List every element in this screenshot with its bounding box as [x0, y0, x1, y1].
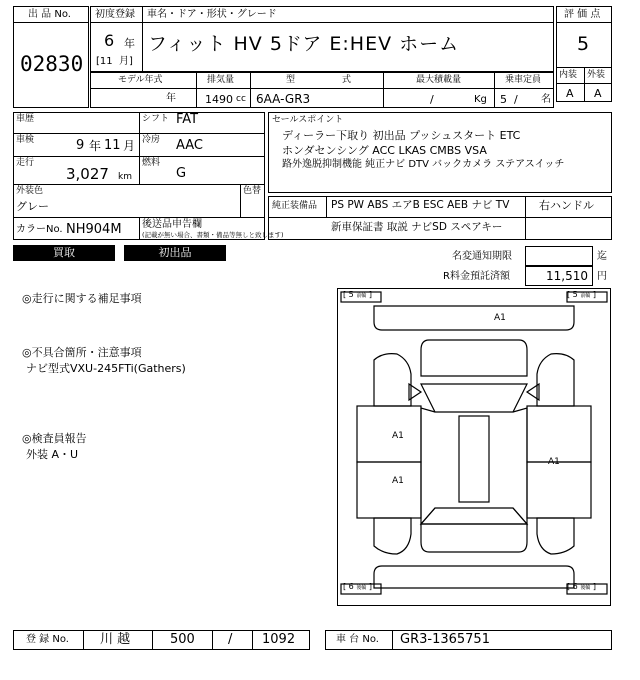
inspection-label: 車検: [16, 135, 35, 145]
capacity: 5: [500, 93, 507, 106]
damage-mark-front-bumper: A1: [494, 313, 506, 323]
ac-value: AAC: [176, 138, 203, 153]
first-registration-label: 初度登録: [95, 9, 135, 20]
chassis-label: 車 台 No.: [336, 634, 379, 645]
recycle-fee-label: R料金預託済額: [443, 271, 510, 282]
car-outline-diagram: [337, 288, 611, 606]
exterior-score: A: [594, 87, 602, 100]
inspection-year: 9: [76, 138, 85, 153]
sales-point-line1: ディーラー下取り 初出品 プッシュスタート ETC: [282, 129, 521, 142]
chassis-number: GR3-1365751: [400, 632, 490, 647]
fuel-value: G: [176, 166, 187, 181]
car-name: フィット HV 5ドア E:HEV ホーム: [148, 33, 460, 55]
exterior-label: 外装: [587, 70, 606, 80]
sales-point-title: セールスポイント: [272, 115, 344, 125]
model-label-a: 型: [286, 75, 296, 85]
fuel-label: 燃料: [142, 158, 161, 168]
exterior-color: グレー: [16, 200, 49, 213]
tire-front-right: [ 5 前輪 ]: [567, 290, 596, 299]
name-change-deadline-label: 名変通知期限: [452, 251, 512, 262]
capacity-unit: 名: [541, 94, 551, 105]
recycle-fee-value: 11,510: [546, 269, 588, 283]
color-no-label: カラーNo.: [16, 224, 63, 235]
first-registration-month: [11 月]: [96, 56, 133, 67]
history-label: 車歴: [16, 114, 35, 124]
first-registration-year-unit: 年: [124, 37, 135, 50]
steering-side: 右ハンドル: [539, 199, 594, 212]
max-load-slash: /: [430, 93, 434, 106]
sales-point-line2: ホンダセンシング ACC LKAS CMBS VSA: [282, 144, 487, 157]
displacement: 1490: [205, 93, 233, 106]
model-year-unit: 年: [166, 93, 176, 104]
displacement-unit: cc: [236, 94, 246, 104]
capacity-slash: /: [514, 93, 518, 106]
max-load-label: 最大積載量: [416, 75, 462, 85]
sales-point-line3: 路外逸脱抑制機能 純正ナビ DTV バックカメラ ステアスイッチ: [282, 159, 565, 170]
equipment-list: PS PW ABS エアB ESC AEB ナビ TV: [331, 199, 510, 211]
color-no: NH904M: [66, 222, 122, 237]
model-year-label: モデル年式: [118, 75, 163, 85]
mileage-label: 走行: [16, 158, 35, 168]
inspector-report-line: 外装 A・U: [26, 448, 79, 461]
defect-notes-title: ◎不具合箇所・注意事項: [22, 346, 142, 359]
max-load-unit: Kg: [474, 94, 487, 105]
overall-score: 5: [577, 33, 590, 55]
registration-number: 1092: [262, 632, 296, 647]
equipment-label: 純正装備品: [272, 201, 318, 211]
warranty-items: 新車保証書 取説 ナビSD スペアキー: [331, 221, 503, 233]
tire-front-left: [ 5 前輪 ]: [343, 290, 372, 299]
inspection-year-unit: 年: [89, 139, 102, 153]
interior-label: 内装: [559, 70, 578, 80]
tire-rear-right: [ 6 後輪 ]: [567, 582, 596, 591]
shift-value: FAT: [176, 112, 199, 127]
tire-rear-left: [ 6 後輪 ]: [343, 582, 372, 591]
recycle-fee-unit: 円: [597, 271, 607, 282]
mileage-value: 3,027: [66, 165, 109, 183]
score-label: 評 価 点: [564, 9, 601, 20]
first-listing-badge: 初出品: [124, 245, 226, 261]
shift-label: シフト: [142, 114, 170, 124]
mileage-notes-title: ◎走行に関する補足事項: [22, 292, 142, 305]
model-code: 6AA-GR3: [256, 92, 311, 106]
interior-score: A: [566, 87, 574, 100]
mileage-unit: km: [118, 172, 132, 182]
lot-number: 02830: [20, 52, 84, 76]
lot-number-label: 出 品 No.: [28, 9, 71, 20]
buyout-badge: 買取: [13, 245, 115, 261]
first-registration-year: 6: [104, 31, 115, 50]
inspector-report-title: ◎検査員報告: [22, 432, 87, 445]
ac-label: 冷房: [142, 135, 161, 145]
name-change-deadline-unit: 迄: [597, 251, 607, 262]
damage-mark-left-front-door: A1: [392, 431, 404, 441]
mail-item-note: (記載が無い場合、書類・備品等無しと致します): [142, 231, 284, 239]
model-label-b: 式: [342, 75, 352, 85]
mail-item-label: 後送品申告欄: [142, 219, 202, 230]
car-name-label: 車名・ドア・形状・グレード: [147, 9, 277, 20]
inspection-month: 11: [104, 138, 121, 153]
damage-mark-left-rear-door: A1: [392, 476, 404, 486]
exterior-color-label: 外装色: [16, 186, 44, 196]
displacement-label: 排気量: [207, 75, 235, 85]
damage-mark-right-rear-door: A1: [548, 457, 560, 467]
registration-kana: /: [228, 632, 233, 647]
registration-area: 川 越: [100, 632, 131, 647]
name-change-deadline-box: [525, 246, 593, 266]
registration-class: 500: [170, 632, 195, 647]
registration-label: 登 録 No.: [26, 634, 69, 645]
defect-notes-line: ナビ型式VXU-245FTi(Gathers): [26, 362, 186, 375]
inspection-month-unit: 月: [123, 139, 136, 153]
capacity-label: 乗車定員: [505, 75, 542, 85]
color-change-label: 色替: [243, 186, 262, 196]
